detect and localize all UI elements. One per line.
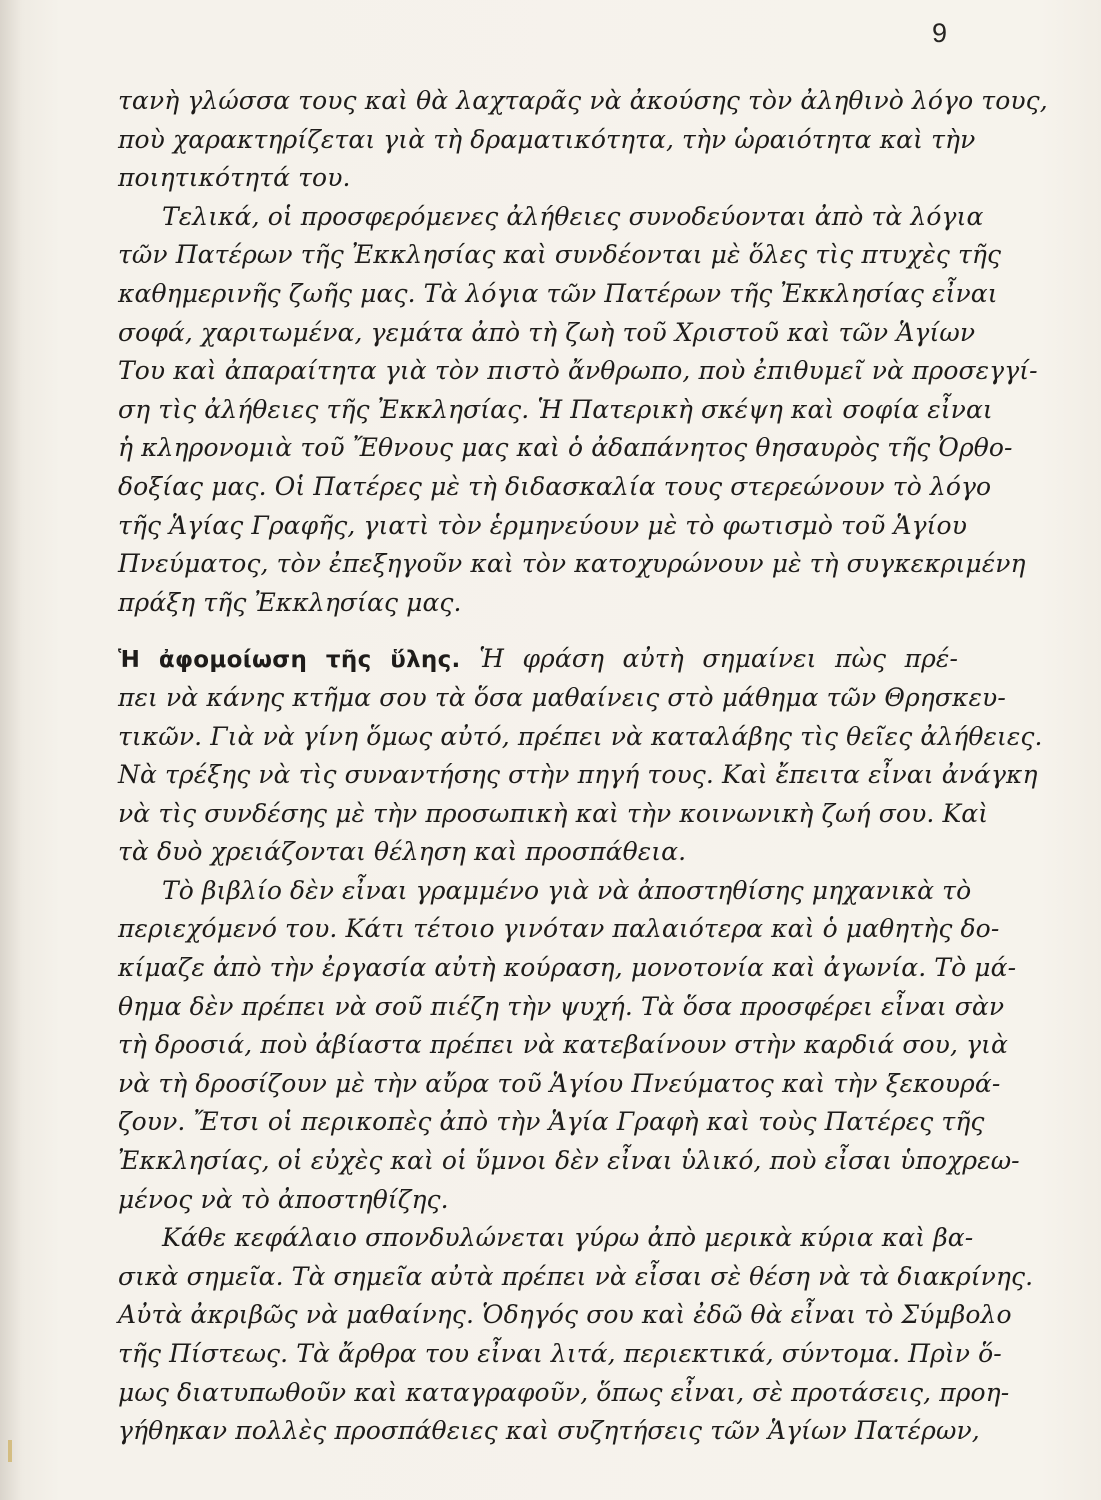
text-line: γήθηκαν πολλὲς προσπάθειες καὶ συζητήσεις τῶν Ἁγίων Πατέρων, [118,1416,980,1446]
section-heading: Ἡ ἀφομοίωση τῆς ὕλης. [118,647,461,674]
paragraph-5 [118,1219,1034,1451]
text-line: Κάθε κεφάλαιο σπονδυλώνεται γύρω ἀπὸ μερικὰ κύρια καὶ βα- [162,1223,974,1253]
text-line: Αὐτὰ ἀκριβῶς νὰ μαθαίνης. Ὁδηγός σου καὶ ἐδῶ θὰ εἶναι τὸ Σύμβολο [118,1300,1012,1330]
text-line: Του καὶ ἀπαραίτητα γιὰ τὸν πιστὸ ἄνθρωπο, ποὺ ἐπιθυμεῖ νὰ προσεγγί- [118,356,1038,386]
paragraph-2 [118,198,1038,623]
page-edge-mark [8,1440,12,1462]
text-line: ση τὶς ἀλήθειες τῆς Ἐκκλησίας. Ἡ Πατερικὴ σκέψη καὶ σοφία εἶναι [118,394,993,424]
paragraph-gap [118,622,958,640]
text-line: ποιητικότητά του. [118,163,351,193]
text-line: πει νὰ κάνης κτῆμα σου τὰ ὅσα μαθαίνεις στὸ μάθημα τῶν Θρησκευ- [118,682,1006,712]
text-line: μένος νὰ τὸ ἀποστηθίζης. [118,1184,449,1214]
text-line: σοφά, χαριτωμένα, γεμάτα ἀπὸ τὴ ζωὴ τοῦ Χριστοῦ καὶ τῶν Ἁγίων [118,317,976,347]
text-line: Τελικά, οἱ προσφερόμενες ἀλήθειες συνοδεύονται ἀπὸ τὰ λόγια [162,201,984,231]
text-line: Τὸ βιβλίο δὲν εἶναι γραμμένο γιὰ νὰ ἀποστηθίσης μηχανικὰ τὸ [162,875,972,905]
text-line: τῶν Πατέρων τῆς Ἐκκλησίας καὶ συνδέονται μὲ ὅλες τὶς πτυχὲς τῆς [118,240,1002,270]
paragraph-1 [118,82,1048,198]
text-line: πράξη τῆς Ἐκκλησίας μας. [118,587,462,617]
text-line: ἡ κληρονομιὰ τοῦ Ἔθνους μας καὶ ὁ ἀδαπάνητος θησαυρὸς τῆς Ὀρθο- [118,433,1013,463]
text-line: κίμαζε ἀπὸ τὴν ἐργασία αὐτὴ κούραση, μονοτονία καὶ ἀγωνία. Τὸ μά- [118,953,1017,983]
page-number: 9 [931,18,947,48]
paragraph-4 [118,872,1020,1219]
text-line: θημα δὲν πρέπει νὰ σοῦ πιέζη τὴν ψυχή. Τὰ ὅσα προσφέρει εἶναι σὰν [118,991,1005,1021]
body-text [118,82,1048,1451]
text-line: μως διατυπωθοῦν καὶ καταγραφοῦν, ὅπως εἶναι, σὲ προτάσεις, προη- [118,1377,1010,1407]
text-line: ποὺ χαρακτηρίζεται γιὰ τὴ δραματικότητα, τὴν ὡραιότητα καὶ τὴν [118,124,976,154]
text-line: νὰ τὴ δροσίζουν μὲ τὴν αὔρα τοῦ Ἁγίου Πνεύματος καὶ τὴν ξεκουρά- [118,1068,1001,1098]
text-line: περιεχόμενό του. Κάτι τέτοιο γινόταν παλαιότερα καὶ ὁ μαθητὴς δο- [118,914,1000,944]
text-line: τὴ δροσιά, ποὺ ἀβίαστα πρέπει νὰ κατεβαίνουν στὴν καρδιά σου, γιὰ [118,1030,1008,1060]
text-line: σικὰ σημεῖα. Τὰ σημεῖα αὐτὰ πρέπει νὰ εἶσαι σὲ θέση νὰ τὰ διακρίνης. [118,1261,1034,1291]
text-line: τῆς Πίστεως. Τὰ ἄρθρα του εἶναι λιτά, περιεκτικά, σύντομα. Πρὶν ὅ- [118,1339,1002,1368]
text-line: καθημερινῆς ζωῆς μας. Τὰ λόγια τῶν Πατέρων τῆς Ἐκκλησίας εἶναι [118,278,998,308]
text-line: τανὴ γλώσσα τους καὶ θὰ λαχταρᾶς νὰ ἀκούσης τὸν ἀληθινὸ λόγο τους, [118,86,1048,115]
paragraph-3 [118,640,1043,872]
text-line: τικῶν. Γιὰ νὰ γίνη ὅμως αὐτό, πρέπει νὰ καταλάβης τὶς θεῖες ἀλήθειες. [118,721,1043,751]
text-line: Πνεύματος, τὸν ἐπεξηγοῦν καὶ τὸν κατοχυρώνουν μὲ τὴ συγκεκριμένη [118,549,1026,579]
heading-line-text: Ἡ φράση αὐτὴ σημαίνει πὼς πρέ- [479,644,958,674]
text-line: ζουν. Ἔτσι οἱ περικοπὲς ἀπὸ τὴν Ἁγία Γραφὴ καὶ τοὺς Πατέρες τῆς [118,1107,985,1137]
text-line: τὰ δυὸ χρειάζονται θέληση καὶ προσπάθεια. [118,837,687,867]
text-line: νὰ τὶς συνδέσης μὲ τὴν προσωπικὴ καὶ τὴν κοινωνικὴ ζωή σου. Καὶ [118,798,989,828]
text-line: Ἐκκλησίας, οἱ εὐχὲς καὶ οἱ ὕμνοι δὲν εἶναι ὑλικό, ποὺ εἶσαι ὑποχρεω- [118,1146,1020,1176]
text-line: τῆς Ἁγίας Γραφῆς, γιατὶ τὸν ἑρμηνεύουν μὲ τὸ φωτισμὸ τοῦ Ἁγίου [118,510,968,540]
text-line [118,640,958,679]
text-line: Νὰ τρέξης νὰ τὶς συναντήσης στὴν πηγή τους. Καὶ ἔπειτα εἶναι ἀνάγκη [118,760,1038,790]
text-line: δοξίας μας. Οἱ Πατέρες μὲ τὴ διδασκαλία τους στερεώνουν τὸ λόγο [118,471,992,501]
